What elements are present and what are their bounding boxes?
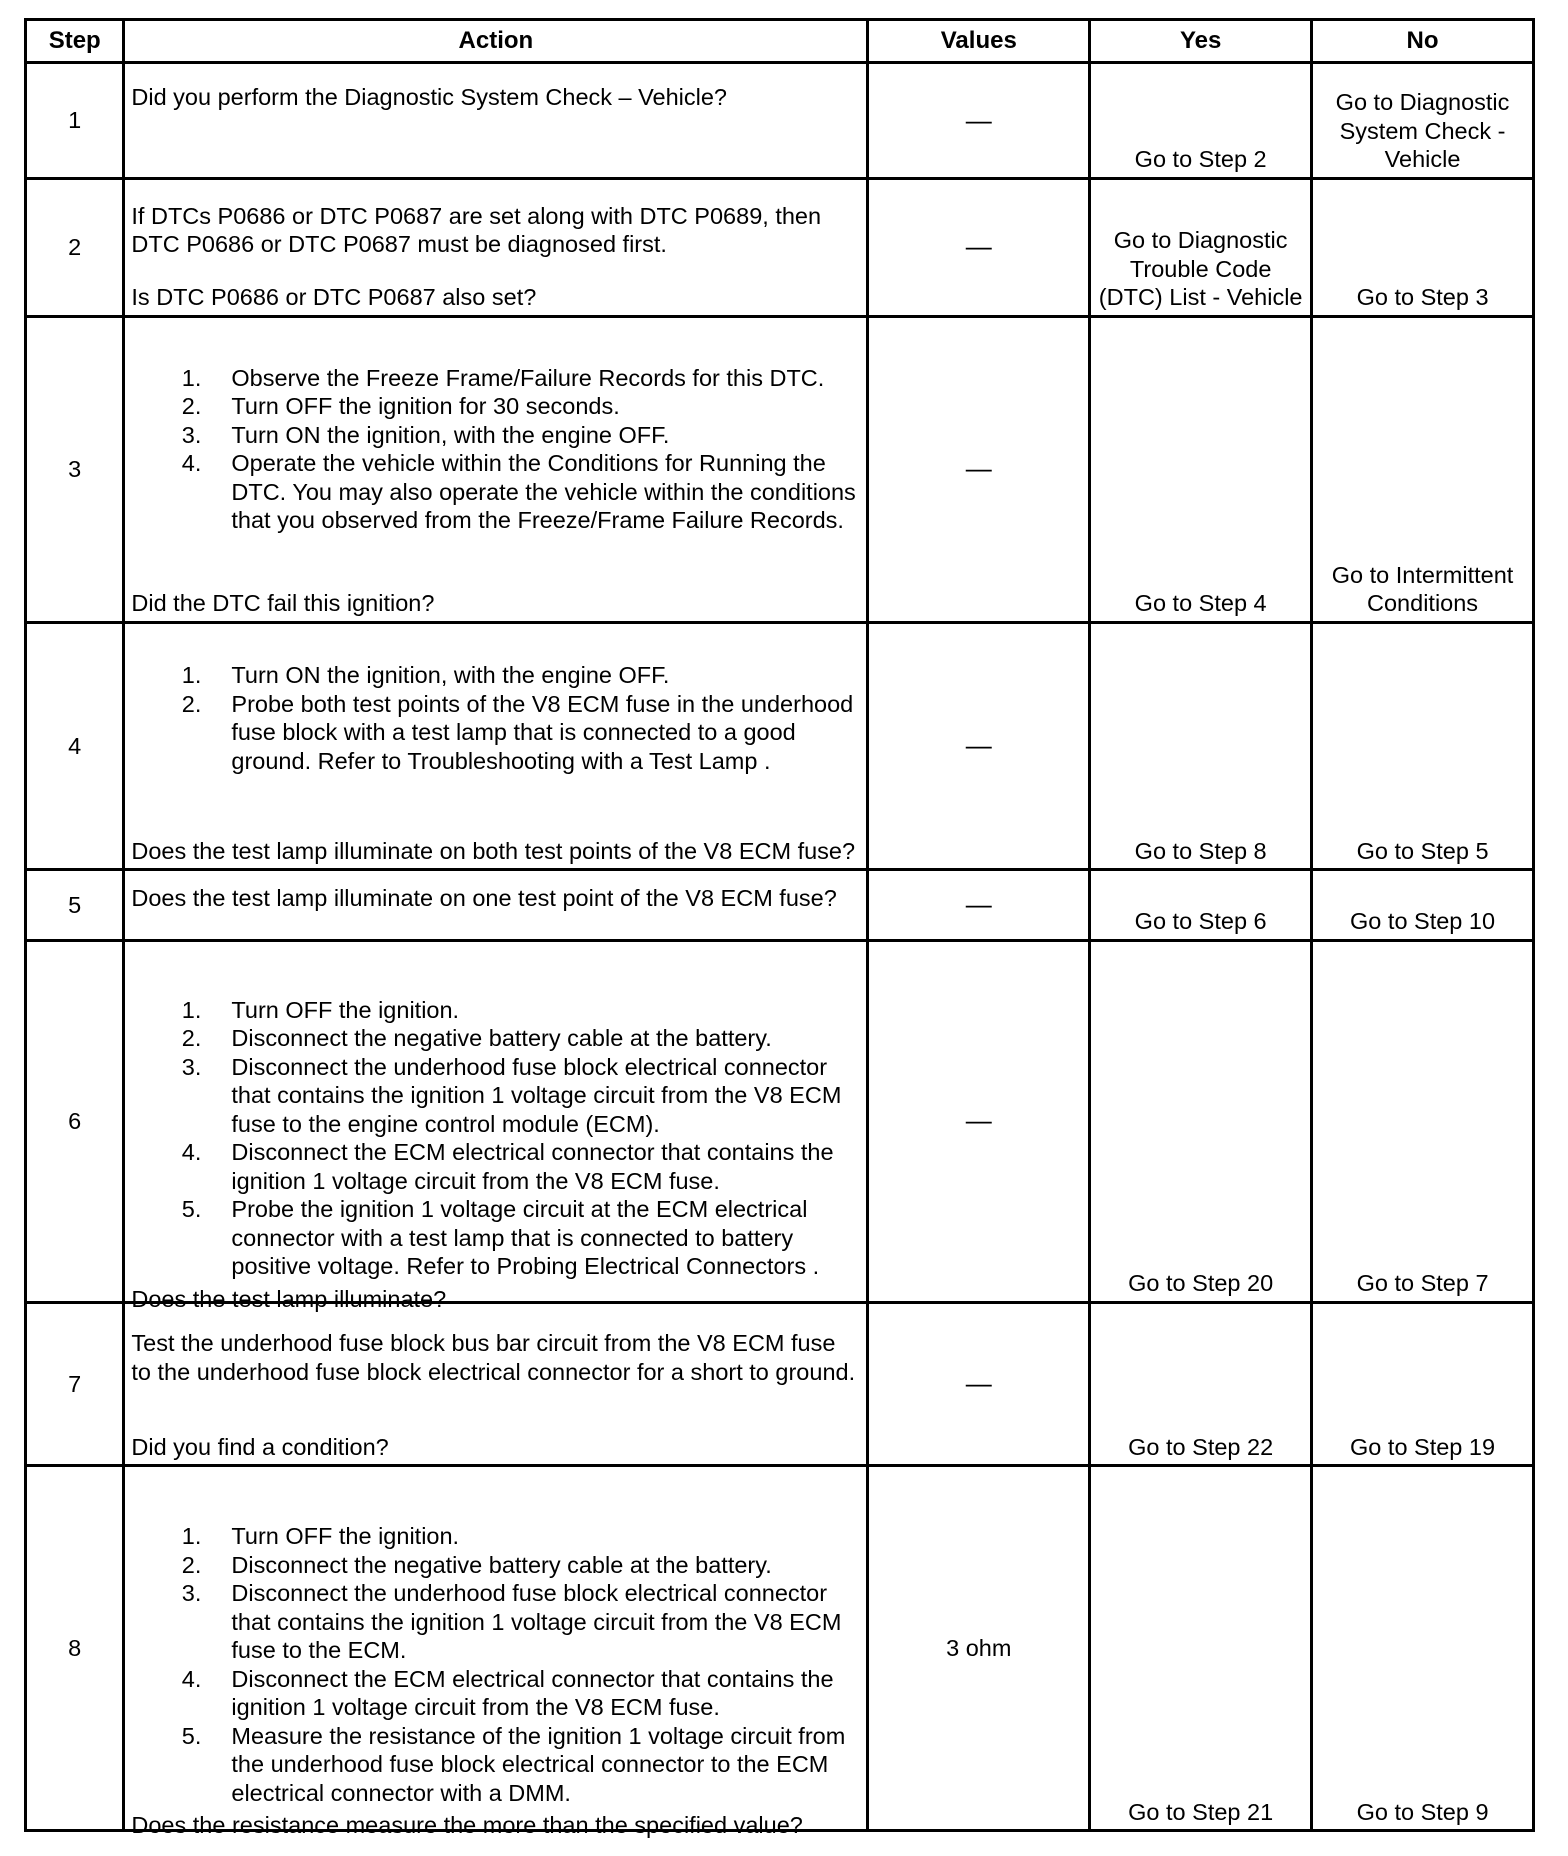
item-text: Operate the vehicle within the Conditions for Running the DTC. You may also operate the vehicle within the conditions that you observed from the Freeze/Frame Failure Records. (231, 450, 856, 534)
step-number: 6 (26, 940, 124, 1302)
item-number: 4. (181, 1139, 202, 1166)
no-action: Go to Step 10 (1312, 870, 1534, 940)
action-cell (124, 1466, 868, 1838)
action-steps (131, 364, 860, 535)
value-text: — (965, 730, 992, 761)
value-text: 3 ohm (946, 1634, 1012, 1661)
value-text: — (965, 1368, 992, 1399)
no-action: Go to Diagnostic System Check - Vehicle (1312, 63, 1534, 179)
value-cell (868, 1466, 1090, 1831)
table-row (26, 1302, 1534, 1466)
action-cell (124, 940, 868, 1312)
list-item (131, 690, 860, 776)
no-action: Go to Intermittent Conditions (1312, 316, 1534, 622)
list-item (131, 1722, 860, 1808)
header-values: Values (868, 20, 1090, 63)
value-cell (868, 1302, 1090, 1466)
value-text: — (965, 1105, 992, 1136)
action-question: Does the test lamp illuminate? (131, 1285, 447, 1312)
no-action: Go to Step 3 (1312, 178, 1534, 316)
step-number: 4 (26, 622, 124, 870)
item-number: 3. (181, 1053, 202, 1080)
action-question: Does the test lamp illuminate on both test points of the V8 ECM fuse? (131, 837, 856, 864)
item-number: 1. (181, 364, 202, 391)
action-cell (124, 870, 868, 940)
item-text: Turn OFF the ignition. (231, 996, 460, 1023)
item-number: 4. (181, 450, 202, 477)
action-cell (124, 63, 868, 179)
header-no: No (1312, 20, 1534, 63)
item-text: Turn OFF the ignition for 30 seconds. (231, 393, 620, 420)
value-text: — (965, 231, 992, 262)
action-cell (124, 316, 868, 622)
step-number: 8 (26, 1466, 124, 1831)
header-row (26, 20, 1534, 63)
yes-action: Go to Diagnostic Trouble Code (DTC) List - Vehicle (1090, 178, 1312, 316)
value-cell (868, 316, 1090, 622)
item-number: 3. (181, 421, 202, 448)
table-row (26, 870, 1534, 940)
header-step: Step (26, 20, 124, 63)
table-row (26, 316, 1534, 622)
table-row (26, 63, 1534, 179)
list-item (131, 392, 860, 421)
action-question: Did you perform the Diagnostic System Check – Vehicle? (131, 83, 728, 110)
action-question: Did the DTC fail this ignition? (131, 590, 435, 617)
yes-action: Go to Step 20 (1090, 940, 1312, 1302)
value-text: — (965, 889, 992, 920)
value-cell (868, 940, 1090, 1302)
item-text: Disconnect the negative battery cable at the battery. (231, 1025, 772, 1052)
yes-action: Go to Step 8 (1090, 622, 1312, 870)
action-steps (131, 996, 860, 1281)
header-action: Action (124, 20, 868, 63)
table-row (26, 1466, 1534, 1831)
item-number: 4. (181, 1665, 202, 1692)
item-number: 2. (181, 393, 202, 420)
list-item (131, 1522, 860, 1551)
no-action: Go to Step 7 (1312, 940, 1534, 1302)
item-text: Probe both test points of the V8 ECM fuse in the underhood fuse block with a test lamp that is connected to a good ground. Refer to Troubleshooting with a Test Lamp . (231, 690, 854, 774)
no-action: Go to Step 9 (1312, 1466, 1534, 1831)
yes-action: Go to Step 6 (1090, 870, 1312, 940)
list-item (131, 449, 860, 535)
item-number: 1. (181, 662, 202, 689)
yes-action: Go to Step 2 (1090, 63, 1312, 179)
list-item (131, 1551, 860, 1580)
item-text: Observe the Freeze Frame/Failure Records for this DTC. (231, 364, 825, 391)
step-number: 3 (26, 316, 124, 622)
list-item (131, 1195, 860, 1281)
item-text: Disconnect the negative battery cable at the battery. (231, 1551, 772, 1578)
yes-action: Go to Step 22 (1090, 1302, 1312, 1466)
item-text: Disconnect the underhood fuse block electrical connector that contains the ignition 1 voltage circuit from the V8 ECM fuse to the engine control module (ECM). (231, 1053, 842, 1137)
list-item (131, 1024, 860, 1053)
action-cell (124, 622, 868, 870)
header-yes: Yes (1090, 20, 1312, 63)
action-intro: Test the underhood fuse block bus bar circuit from the V8 ECM fuse to the underhood fuse block electrical connector for a short to ground. (131, 1330, 856, 1385)
item-text: Turn ON the ignition, with the engine OFF. (231, 662, 670, 689)
item-number: 5. (181, 1722, 202, 1749)
list-item (131, 996, 860, 1025)
action-question: Does the resistance measure the more than the specified value? (131, 1812, 803, 1838)
value-cell (868, 870, 1090, 940)
action-cell (124, 178, 868, 316)
list-item (131, 1053, 860, 1139)
item-number: 2. (181, 690, 202, 717)
item-number: 1. (181, 996, 202, 1023)
value-text: — (965, 104, 992, 135)
item-number: 5. (181, 1196, 202, 1223)
list-item (131, 1579, 860, 1665)
step-number: 2 (26, 178, 124, 316)
item-text: Disconnect the ECM electrical connector that contains the ignition 1 voltage circuit from the V8 ECM fuse. (231, 1665, 834, 1720)
action-intro: If DTCs P0686 or DTC P0687 are set along with DTC P0689, then DTC P0686 or DTC P0687 must be diagnosed first. (131, 202, 822, 258)
table-row (26, 940, 1534, 1302)
list-item (131, 364, 860, 393)
list-item (131, 1138, 860, 1195)
no-action: Go to Step 19 (1312, 1302, 1534, 1466)
value-text: — (965, 453, 992, 484)
item-number: 3. (181, 1580, 202, 1606)
item-number: 2. (181, 1551, 202, 1578)
value-cell (868, 622, 1090, 870)
value-cell (868, 178, 1090, 316)
item-text: Probe the ignition 1 voltage circuit at the ECM electrical connector with a test lamp that is connected to battery positive voltage. Refer to Probing Electrical Connectors . (231, 1196, 820, 1280)
item-text: Disconnect the ECM electrical connector that contains the ignition 1 voltage circuit from the V8 ECM fuse. (231, 1139, 834, 1194)
step-number: 5 (26, 870, 124, 940)
item-number: 2. (181, 1025, 202, 1052)
no-action: Go to Step 5 (1312, 622, 1534, 870)
list-item (131, 421, 860, 450)
step-number: 1 (26, 63, 124, 179)
action-question: Is DTC P0686 or DTC P0687 also set? (131, 284, 537, 311)
value-cell (868, 63, 1090, 179)
yes-action: Go to Step 4 (1090, 316, 1312, 622)
table-row (26, 622, 1534, 870)
action-steps (131, 661, 860, 775)
yes-action: Go to Step 21 (1090, 1466, 1312, 1831)
diagnostic-table (24, 18, 1535, 1838)
list-item (131, 661, 860, 690)
step-number: 7 (26, 1302, 124, 1466)
item-text: Turn ON the ignition, with the engine OFF. (231, 421, 670, 448)
item-number: 1. (181, 1523, 202, 1549)
action-question: Does the test lamp illuminate on one test point of the V8 ECM fuse? (131, 884, 837, 911)
item-text: Disconnect the underhood fuse block electrical connector that contains the ignition 1 voltage circuit from the V8 ECM fuse to the ECM. (231, 1580, 842, 1663)
action-cell (124, 1302, 868, 1466)
table-row (26, 178, 1534, 316)
item-text: Measure the resistance of the ignition 1 voltage circuit from the underhood fuse block electrical connector to the ECM electrical connector with a DMM. (231, 1722, 846, 1806)
action-steps (131, 1522, 860, 1807)
item-text: Turn OFF the ignition. (231, 1523, 460, 1549)
list-item (131, 1665, 860, 1722)
action-question: Did you find a condition? (131, 1433, 389, 1460)
